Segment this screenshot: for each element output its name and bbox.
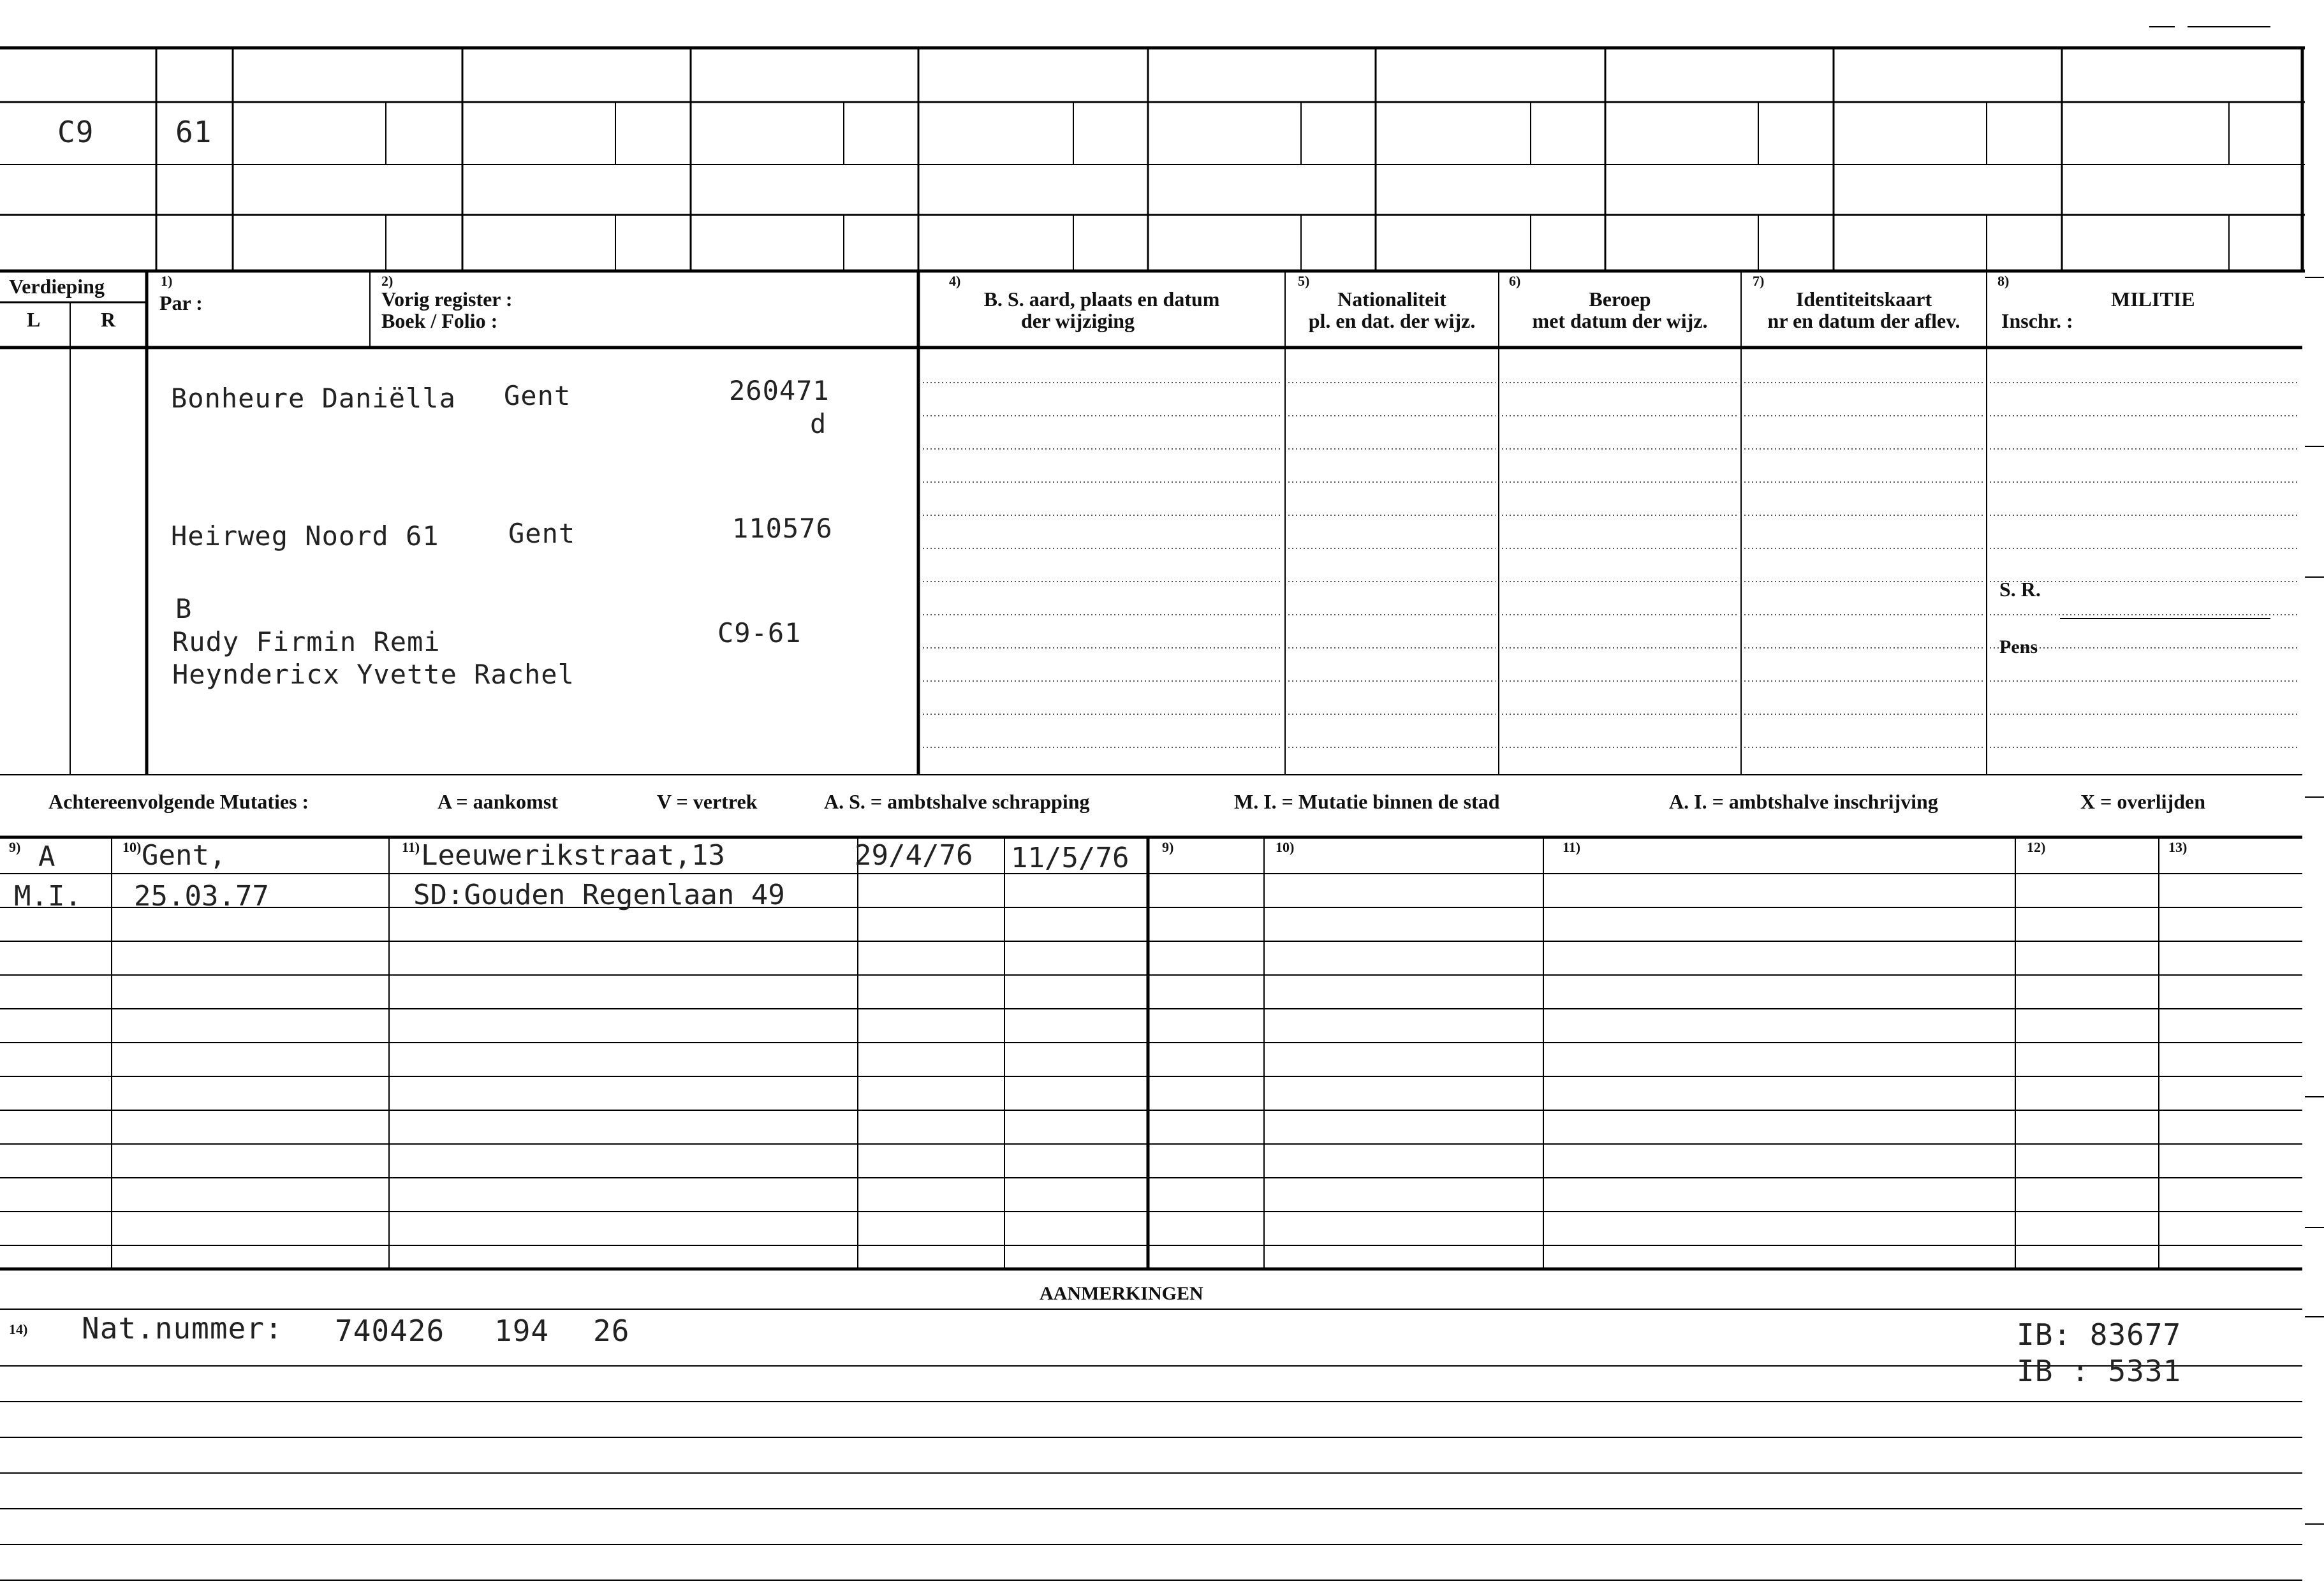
mutation-row1-code: A (38, 840, 55, 873)
beroep-label-line2: met datum der wijz. (1532, 309, 1708, 332)
par-number: 1) (161, 273, 173, 289)
mutation-row2-code: M.I. (14, 880, 82, 913)
mutation-row1-street: Leeuwerikstraat,13 (421, 839, 725, 872)
vorig-number: 2) (381, 273, 393, 289)
inschr-label: Inschr. : (2001, 309, 2073, 332)
ib-number-2: IB : 5331 (2017, 1354, 2182, 1388)
bs-label-line1: B. S. aard, plaats en datum (983, 288, 1220, 311)
nat-label-line1: Nationaliteit (1337, 288, 1446, 311)
index-code-b: 61 (175, 115, 212, 149)
reference-code: C9-61 (717, 617, 802, 649)
legend-a: A = aankomst (438, 790, 558, 813)
verdieping-r: R (101, 308, 116, 331)
mut-col9b-number: 9) (1162, 839, 1174, 855)
bs-number: 4) (949, 273, 961, 289)
nat-number-label: Nat.nummer: (82, 1311, 283, 1345)
sr-label: S. R. (1999, 578, 2041, 601)
beroep-label-line1: Beroep (1589, 288, 1651, 311)
id-label-line1: Identiteitskaart (1795, 288, 1932, 311)
nat-number: 5) (1298, 273, 1310, 289)
parent1-name: Rudy Firmin Remi (172, 626, 441, 657)
mutation-row1-date2: 11/5/76 (1011, 842, 1129, 874)
mut-col13-number: 13) (2168, 839, 2188, 855)
nat-label-line2: pl. en dat. der wijz. (1308, 309, 1476, 332)
mutation-row2-street: SD:Gouden Regenlaan 49 (413, 879, 785, 911)
mut-col10-number: 10) (122, 839, 142, 855)
boek-folio-label: Boek / Folio : (381, 309, 498, 332)
pens-label: Pens (1999, 636, 2038, 657)
mutation-row1-place: Gent, (142, 839, 226, 872)
vorig-register-label: Vorig register : (381, 288, 513, 311)
id-number: 7) (1753, 273, 1765, 289)
militie-label: MILITIE (2111, 288, 2195, 311)
remarks-title: AANMERKINGEN (1040, 1283, 1203, 1304)
mut-col11b-number: 11) (1563, 839, 1581, 855)
beroep-number: 6) (1509, 273, 1521, 289)
verdieping-label: Verdieping (9, 275, 105, 298)
mother-name: Bonheure Daniëlla (171, 383, 456, 414)
nat-number-part1: 740426 (335, 1314, 445, 1348)
legend-ai: A. I. = ambtshalve inschrijving (1669, 790, 1938, 813)
legend-x: X = overlijden (2080, 790, 2205, 813)
ib-number-1: IB: 83677 (2017, 1317, 2182, 1352)
militie-number: 8) (1997, 273, 2010, 289)
remarks-number: 14) (9, 1321, 28, 1337)
mutation-row2-place: 25.03.77 (134, 880, 269, 913)
verdieping-l: L (27, 308, 41, 331)
marker-b: B (175, 593, 193, 624)
legend-title: Achtereenvolgende Mutaties : (48, 790, 309, 813)
mut-col10b-number: 10) (1276, 839, 1295, 855)
address-code: 110576 (732, 513, 833, 544)
mut-col11-number: 11) (402, 839, 420, 855)
mutation-row1-date1: 29/4/76 (855, 839, 973, 872)
index-code-a: C9 (57, 115, 94, 149)
id-label-line2: nr en datum der aflev. (1767, 309, 1960, 332)
nat-number-part2: 194 (494, 1314, 550, 1348)
legend-v: V = vertrek (657, 790, 758, 813)
nat-number-part3: 26 (593, 1314, 630, 1348)
mut-col12-number: 12) (2027, 839, 2046, 855)
address-place: Gent (508, 518, 576, 549)
par-label: Par : (159, 291, 203, 314)
legend-mi: M. I. = Mutatie binnen de stad (1234, 790, 1500, 813)
mut-col9-number: 9) (9, 839, 21, 855)
legend-as: A. S. = ambtshalve schrapping (824, 790, 1090, 813)
parent2-name: Heyndericx Yvette Rachel (172, 659, 575, 690)
bs-label-line2: der wijziging (1020, 309, 1135, 332)
mother-code: 260471 (729, 375, 830, 406)
mother-code-suffix: d (810, 408, 827, 439)
mother-place: Gent (504, 380, 571, 411)
address-street: Heirweg Noord 61 (171, 520, 439, 552)
